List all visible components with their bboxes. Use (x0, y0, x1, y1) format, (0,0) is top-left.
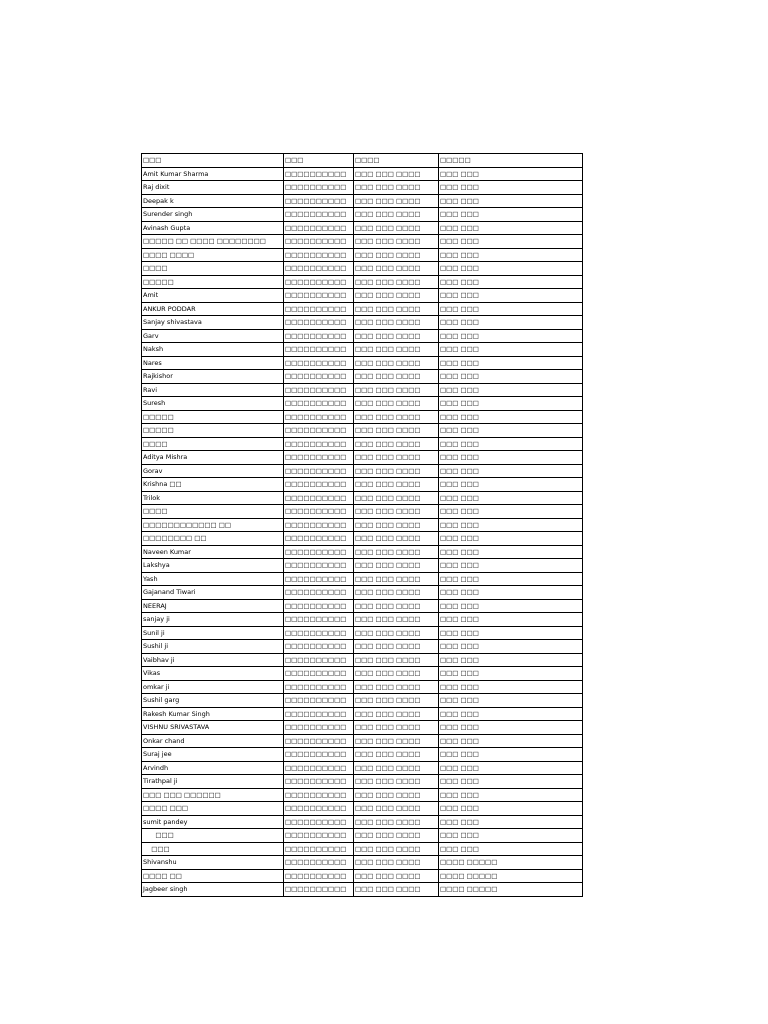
table-row (142, 343, 583, 357)
cell-name: □□□ □□□ □□□□□□ (142, 788, 284, 802)
cell-col-2: □□□□□□□□□□ (284, 518, 354, 532)
cell-name: Vaibhav ji (142, 653, 284, 667)
cell-col-4: □□□ □□□ (439, 248, 583, 262)
cell-name: Sushil garg (142, 694, 284, 708)
cell-col-3: □□□ □□□ □□□□ (354, 343, 439, 357)
cell-name: Rakesh Kumar Singh (142, 707, 284, 721)
cell-col-4: □□□ □□□ (439, 181, 583, 195)
cell-col-2: □□□□□□□□□□ (284, 410, 354, 424)
table-row (142, 464, 583, 478)
table-body (142, 154, 583, 897)
table-row (142, 613, 583, 627)
cell-col-2: □□□□□□□□□□ (284, 869, 354, 883)
cell-col-3: □□□ □□□ □□□□ (354, 748, 439, 762)
cell-name: Naveen Kumar (142, 545, 284, 559)
table-row (142, 775, 583, 789)
cell-name: Raj dixit (142, 181, 284, 195)
cell-name: sanjay ji (142, 613, 284, 627)
cell-col-3: □□□ □□□ □□□□ (354, 478, 439, 492)
cell-col-4: □□□ □□□ (439, 437, 583, 451)
cell-col-4: □□□ □□□ (439, 518, 583, 532)
cell-col-3: □□□ □□□ □□□□ (354, 235, 439, 249)
cell-col-4: □□□ □□□ (439, 167, 583, 181)
cell-name: Onkar chand (142, 734, 284, 748)
table-row (142, 235, 583, 249)
cell-col-2: □□□□□□□□□□ (284, 721, 354, 735)
cell-col-4: □□□ □□□ (439, 410, 583, 424)
table-row (142, 653, 583, 667)
cell-col-4: □□□ □□□ (439, 829, 583, 843)
cell-name: □□□□□□□□ □□ (142, 532, 284, 546)
cell-col-2: □□□□□□□□□□ (284, 667, 354, 681)
table-row (142, 667, 583, 681)
cell-col-3: □□□ □□□ □□□□ (354, 262, 439, 276)
cell-name: NEERAJ (142, 599, 284, 613)
cell-name: Lakshya (142, 559, 284, 573)
cell-col-2: □□□□□□□□□□ (284, 302, 354, 316)
cell-col-3: □□□ □□□ □□□□ (354, 181, 439, 195)
table-row (142, 721, 583, 735)
table-row (142, 383, 583, 397)
cell-col-4: □□□ □□□ (439, 194, 583, 208)
cell-col-3: □□□ □□□ □□□□ (354, 761, 439, 775)
cell-col-3: □□□ □□□ □□□□ (354, 802, 439, 816)
table-row (142, 761, 583, 775)
cell-col-3: □□□ □□□ □□□□ (354, 464, 439, 478)
cell-col-2: □□□□□□□□□□ (284, 262, 354, 276)
cell-col-3: □□□ □□□ □□□□ (354, 842, 439, 856)
cell-name: Amit (142, 289, 284, 303)
cell-col-4: □□□ □□□ (439, 343, 583, 357)
cell-col-3: □□□ □□□ □□□□ (354, 316, 439, 330)
cell-col-4: □□□ □□□ (439, 613, 583, 627)
cell-col-3: □□□ □□□ □□□□ (354, 572, 439, 586)
table-row (142, 518, 583, 532)
cell-col-3: □□□ □□□ □□□□ (354, 248, 439, 262)
cell-col-2: □□□□□□□□□□ (284, 572, 354, 586)
table-row (142, 248, 583, 262)
header-cell-col-3: □□□□ (354, 154, 439, 168)
cell-col-4: □□□ □□□ (439, 626, 583, 640)
cell-col-2: □□□□□□□□□□ (284, 208, 354, 222)
table-row (142, 316, 583, 330)
cell-col-3: □□□ □□□ □□□□ (354, 289, 439, 303)
cell-col-3: □□□ □□□ □□□□ (354, 856, 439, 870)
cell-col-2: □□□□□□□□□□ (284, 316, 354, 330)
table-row (142, 424, 583, 438)
table-row (142, 397, 583, 411)
table-row (142, 356, 583, 370)
table-row (142, 856, 583, 870)
cell-col-4: □□□□ □□□□□ (439, 856, 583, 870)
header-row (142, 154, 583, 168)
cell-col-4: □□□ □□□ (439, 289, 583, 303)
cell-col-4: □□□ □□□ (439, 221, 583, 235)
cell-col-2: □□□□□□□□□□ (284, 748, 354, 762)
cell-name: Gorav (142, 464, 284, 478)
cell-col-2: □□□□□□□□□□ (284, 491, 354, 505)
cell-name: omkar ji (142, 680, 284, 694)
cell-col-3: □□□ □□□ □□□□ (354, 383, 439, 397)
cell-col-3: □□□ □□□ □□□□ (354, 194, 439, 208)
cell-name: Naksh (142, 343, 284, 357)
cell-col-4: □□□ □□□ (439, 559, 583, 573)
cell-col-2: □□□□□□□□□□ (284, 586, 354, 600)
cell-col-4: □□□ □□□ (439, 721, 583, 735)
table-row (142, 734, 583, 748)
table-row (142, 883, 583, 897)
table-row (142, 802, 583, 816)
cell-col-2: □□□□□□□□□□ (284, 802, 354, 816)
table-row (142, 302, 583, 316)
cell-name: Sunil ji (142, 626, 284, 640)
cell-col-2: □□□□□□□□□□ (284, 640, 354, 654)
cell-col-4: □□□ □□□ (439, 478, 583, 492)
cell-col-3: □□□ □□□ □□□□ (354, 680, 439, 694)
table-row (142, 262, 583, 276)
cell-col-3: □□□ □□□ □□□□ (354, 640, 439, 654)
cell-name: Krishna □□ (142, 478, 284, 492)
cell-col-4: □□□ □□□ (439, 572, 583, 586)
cell-col-2: □□□□□□□□□□ (284, 248, 354, 262)
cell-col-3: □□□ □□□ □□□□ (354, 559, 439, 573)
cell-col-4: □□□ □□□ (439, 262, 583, 276)
cell-col-4: □□□ □□□ (439, 329, 583, 343)
cell-col-2: □□□□□□□□□□ (284, 761, 354, 775)
cell-col-2: □□□□□□□□□□ (284, 383, 354, 397)
cell-col-2: □□□□□□□□□□ (284, 883, 354, 897)
cell-col-4: □□□ □□□ (439, 424, 583, 438)
cell-col-3: □□□ □□□ □□□□ (354, 694, 439, 708)
cell-name: ANKUR PODDAR (142, 302, 284, 316)
table-row (142, 451, 583, 465)
cell-col-3: □□□ □□□ □□□□ (354, 626, 439, 640)
cell-name: □□□□ (142, 505, 284, 519)
cell-name: Rajkishor (142, 370, 284, 384)
cell-col-4: □□□ □□□ (439, 842, 583, 856)
cell-col-2: □□□□□□□□□□ (284, 532, 354, 546)
table-row (142, 221, 583, 235)
cell-col-3: □□□ □□□ □□□□ (354, 275, 439, 289)
cell-name: □□□ (142, 842, 284, 856)
cell-col-4: □□□ □□□ (439, 397, 583, 411)
cell-col-3: □□□ □□□ □□□□ (354, 370, 439, 384)
cell-col-2: □□□□□□□□□□ (284, 181, 354, 195)
cell-col-3: □□□ □□□ □□□□ (354, 721, 439, 735)
cell-col-3: □□□ □□□ □□□□ (354, 869, 439, 883)
cell-col-4: □□□ □□□ (439, 302, 583, 316)
cell-col-2: □□□□□□□□□□ (284, 599, 354, 613)
cell-col-3: □□□ □□□ □□□□ (354, 734, 439, 748)
cell-name: Gajanand Tiwari (142, 586, 284, 600)
cell-name: Surender singh (142, 208, 284, 222)
cell-name: Trilok (142, 491, 284, 505)
cell-col-3: □□□ □□□ □□□□ (354, 208, 439, 222)
cell-col-2: □□□□□□□□□□ (284, 707, 354, 721)
cell-name: Nares (142, 356, 284, 370)
table-row (142, 505, 583, 519)
cell-name: Sanjay shivastava (142, 316, 284, 330)
cell-name: □□□□ (142, 262, 284, 276)
cell-col-4: □□□ □□□ (439, 316, 583, 330)
cell-col-3: □□□ □□□ □□□□ (354, 397, 439, 411)
cell-col-2: □□□□□□□□□□ (284, 856, 354, 870)
cell-name: □□□ (142, 829, 284, 843)
cell-col-4: □□□ □□□ (439, 680, 583, 694)
cell-col-2: □□□□□□□□□□ (284, 451, 354, 465)
cell-name: Sushil ji (142, 640, 284, 654)
cell-col-4: □□□ □□□ (439, 356, 583, 370)
cell-col-3: □□□ □□□ □□□□ (354, 302, 439, 316)
cell-col-2: □□□□□□□□□□ (284, 437, 354, 451)
cell-name: Tirathpal ji (142, 775, 284, 789)
table-row (142, 586, 583, 600)
table-row (142, 289, 583, 303)
cell-col-3: □□□ □□□ □□□□ (354, 356, 439, 370)
table-row (142, 640, 583, 654)
cell-name: □□□□□ (142, 410, 284, 424)
table-row (142, 788, 583, 802)
cell-name: Avinash Gupta (142, 221, 284, 235)
table-row (142, 559, 583, 573)
cell-col-3: □□□ □□□ □□□□ (354, 545, 439, 559)
cell-col-4: □□□ □□□ (439, 788, 583, 802)
cell-col-2: □□□□□□□□□□ (284, 559, 354, 573)
cell-name: Jagbeer singh (142, 883, 284, 897)
cell-col-4: □□□ □□□ (439, 707, 583, 721)
cell-col-2: □□□□□□□□□□ (284, 505, 354, 519)
cell-col-4: □□□ □□□ (439, 653, 583, 667)
cell-name: sumit pandey (142, 815, 284, 829)
cell-col-2: □□□□□□□□□□ (284, 734, 354, 748)
cell-col-3: □□□ □□□ □□□□ (354, 491, 439, 505)
cell-col-3: □□□ □□□ □□□□ (354, 599, 439, 613)
cell-col-4: □□□ □□□ (439, 586, 583, 600)
cell-col-4: □□□ □□□ (439, 802, 583, 816)
cell-col-3: □□□ □□□ □□□□ (354, 707, 439, 721)
cell-name: □□□□□ (142, 275, 284, 289)
cell-col-3: □□□ □□□ □□□□ (354, 437, 439, 451)
cell-col-4: □□□ □□□ (439, 815, 583, 829)
cell-col-2: □□□□□□□□□□ (284, 194, 354, 208)
cell-name: □□□□ □□□ (142, 802, 284, 816)
header-cell-col-2: □□□ (284, 154, 354, 168)
cell-col-2: □□□□□□□□□□ (284, 356, 354, 370)
cell-col-2: □□□□□□□□□□ (284, 775, 354, 789)
cell-col-2: □□□□□□□□□□ (284, 626, 354, 640)
table-row (142, 829, 583, 843)
table-row (142, 329, 583, 343)
table-row (142, 370, 583, 384)
cell-col-2: □□□□□□□□□□ (284, 653, 354, 667)
cell-name: Deepak k (142, 194, 284, 208)
cell-col-3: □□□ □□□ □□□□ (354, 775, 439, 789)
cell-name: □□□□ (142, 437, 284, 451)
cell-col-2: □□□□□□□□□□ (284, 289, 354, 303)
cell-name: □□□□ □□□□ (142, 248, 284, 262)
table-row (142, 815, 583, 829)
cell-col-3: □□□ □□□ □□□□ (354, 586, 439, 600)
cell-col-2: □□□□□□□□□□ (284, 370, 354, 384)
table-row (142, 478, 583, 492)
cell-col-2: □□□□□□□□□□ (284, 221, 354, 235)
cell-col-4: □□□ □□□ (439, 275, 583, 289)
table-row (142, 167, 583, 181)
table-row (142, 532, 583, 546)
cell-col-3: □□□ □□□ □□□□ (354, 424, 439, 438)
cell-col-4: □□□ □□□ (439, 464, 583, 478)
cell-name: VISHNU SRIVASTAVA (142, 721, 284, 735)
cell-col-3: □□□ □□□ □□□□ (354, 653, 439, 667)
cell-col-3: □□□ □□□ □□□□ (354, 329, 439, 343)
cell-col-2: □□□□□□□□□□ (284, 235, 354, 249)
cell-col-2: □□□□□□□□□□ (284, 464, 354, 478)
cell-col-4: □□□ □□□ (439, 383, 583, 397)
cell-col-2: □□□□□□□□□□ (284, 275, 354, 289)
cell-col-3: □□□ □□□ □□□□ (354, 451, 439, 465)
cell-col-4: □□□ □□□ (439, 208, 583, 222)
cell-col-3: □□□ □□□ □□□□ (354, 167, 439, 181)
cell-col-3: □□□ □□□ □□□□ (354, 410, 439, 424)
cell-col-4: □□□ □□□ (439, 370, 583, 384)
cell-name: □□□□□□□□□□□□ □□ (142, 518, 284, 532)
cell-col-4: □□□ □□□ (439, 775, 583, 789)
table-row (142, 491, 583, 505)
cell-col-4: □□□ □□□ (439, 491, 583, 505)
table-row (142, 707, 583, 721)
table-row (142, 694, 583, 708)
cell-col-2: □□□□□□□□□□ (284, 343, 354, 357)
header-cell-col-4: □□□□□ (439, 154, 583, 168)
cell-col-2: □□□□□□□□□□ (284, 613, 354, 627)
cell-name: Shivanshu (142, 856, 284, 870)
cell-col-2: □□□□□□□□□□ (284, 694, 354, 708)
table-row (142, 599, 583, 613)
cell-name: Ravi (142, 383, 284, 397)
cell-col-2: □□□□□□□□□□ (284, 842, 354, 856)
cell-col-4: □□□ □□□ (439, 667, 583, 681)
header-cell-name: □□□ (142, 154, 284, 168)
cell-col-4: □□□ □□□ (439, 694, 583, 708)
table-row (142, 545, 583, 559)
table-row (142, 572, 583, 586)
cell-name: □□□□□ (142, 424, 284, 438)
cell-name: Suresh (142, 397, 284, 411)
cell-col-3: □□□ □□□ □□□□ (354, 518, 439, 532)
cell-col-3: □□□ □□□ □□□□ (354, 829, 439, 843)
cell-col-3: □□□ □□□ □□□□ (354, 883, 439, 897)
table-row (142, 181, 583, 195)
cell-col-3: □□□ □□□ □□□□ (354, 505, 439, 519)
cell-col-2: □□□□□□□□□□ (284, 397, 354, 411)
cell-col-3: □□□ □□□ □□□□ (354, 788, 439, 802)
cell-col-2: □□□□□□□□□□ (284, 788, 354, 802)
cell-col-4: □□□ □□□ (439, 599, 583, 613)
cell-col-2: □□□□□□□□□□ (284, 329, 354, 343)
cell-col-3: □□□ □□□ □□□□ (354, 815, 439, 829)
cell-col-3: □□□ □□□ □□□□ (354, 532, 439, 546)
table-row (142, 410, 583, 424)
cell-name: □□□□□ □□ □□□□ □□□□□□□□ (142, 235, 284, 249)
cell-name: Vikas (142, 667, 284, 681)
cell-name: Arvindh (142, 761, 284, 775)
cell-col-2: □□□□□□□□□□ (284, 829, 354, 843)
cell-name: Aditya Mishra (142, 451, 284, 465)
cell-col-4: □□□ □□□ (439, 734, 583, 748)
cell-col-4: □□□□ □□□□□ (439, 869, 583, 883)
cell-col-4: □□□ □□□ (439, 640, 583, 654)
cell-col-2: □□□□□□□□□□ (284, 167, 354, 181)
cell-col-2: □□□□□□□□□□ (284, 545, 354, 559)
table-row (142, 437, 583, 451)
cell-col-4: □□□ □□□ (439, 532, 583, 546)
cell-col-4: □□□ □□□ (439, 505, 583, 519)
table-row (142, 748, 583, 762)
cell-col-2: □□□□□□□□□□ (284, 815, 354, 829)
table-row (142, 869, 583, 883)
cell-col-4: □□□ □□□ (439, 545, 583, 559)
cell-name: □□□□ □□ (142, 869, 284, 883)
table-row (142, 626, 583, 640)
cell-col-2: □□□□□□□□□□ (284, 424, 354, 438)
cell-name: Suraj jee (142, 748, 284, 762)
table-row (142, 194, 583, 208)
cell-col-2: □□□□□□□□□□ (284, 478, 354, 492)
cell-col-3: □□□ □□□ □□□□ (354, 221, 439, 235)
cell-name: Amit Kumar Sharma (142, 167, 284, 181)
table-row (142, 680, 583, 694)
cell-name: Garv (142, 329, 284, 343)
cell-col-4: □□□ □□□ (439, 235, 583, 249)
cell-col-3: □□□ □□□ □□□□ (354, 667, 439, 681)
table-row (142, 275, 583, 289)
table-row (142, 208, 583, 222)
cell-col-3: □□□ □□□ □□□□ (354, 613, 439, 627)
cell-name: Yash (142, 572, 284, 586)
cell-col-4: □□□ □□□ (439, 748, 583, 762)
cell-col-2: □□□□□□□□□□ (284, 680, 354, 694)
data-table (141, 153, 583, 897)
cell-col-4: □□□□ □□□□□ (439, 883, 583, 897)
table-row (142, 842, 583, 856)
cell-col-4: □□□ □□□ (439, 451, 583, 465)
cell-col-4: □□□ □□□ (439, 761, 583, 775)
